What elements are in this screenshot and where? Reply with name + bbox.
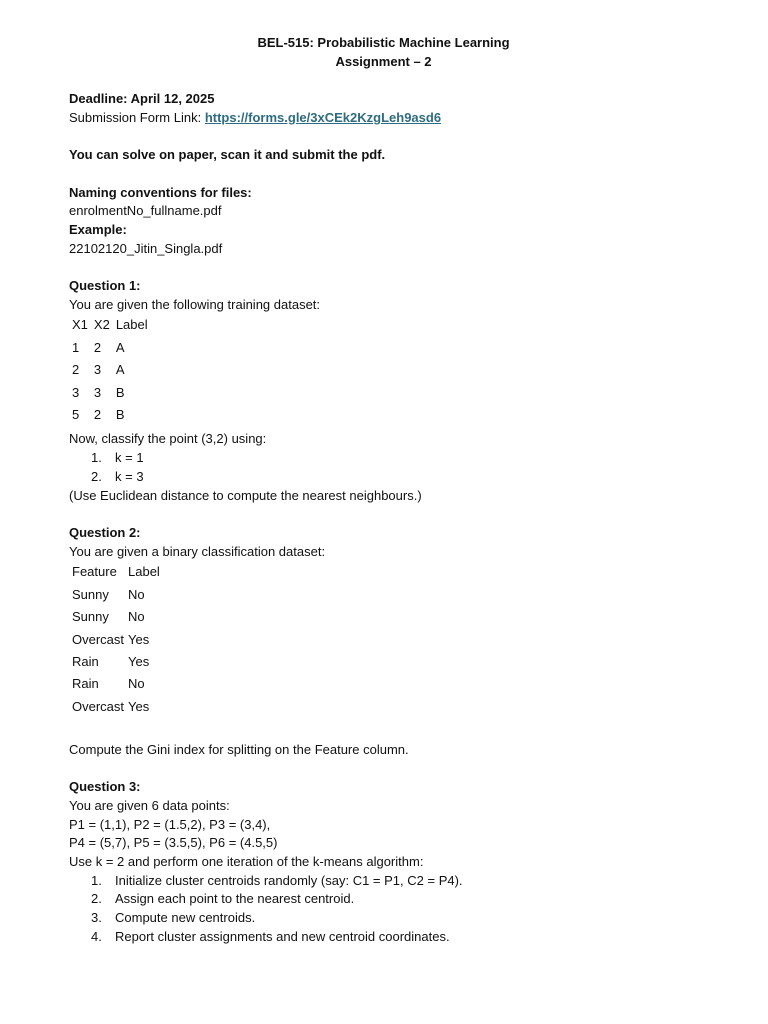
question-2-intro: You are given a binary classification dataset: xyxy=(69,543,326,559)
table-row xyxy=(69,608,163,630)
table-cell: Overcast xyxy=(72,698,125,714)
question-2-task: Compute the Gini index for splitting on the Feature column. xyxy=(69,741,409,757)
table-cell: 2 xyxy=(72,362,80,378)
list-number: 2. xyxy=(91,891,102,907)
example-heading: Example: xyxy=(69,221,127,237)
table-cell: 1 xyxy=(72,339,80,355)
document-page xyxy=(69,34,709,946)
table-cell: Yes xyxy=(128,631,150,647)
submission-line xyxy=(69,109,709,128)
table-cell: A xyxy=(115,339,125,355)
assignment-title: Assignment – 2 xyxy=(335,53,432,69)
paper-note: You can solve on paper, scan it and submit the pdf. xyxy=(69,147,386,163)
table-cell: Sunny xyxy=(72,586,109,602)
list-item xyxy=(69,928,709,947)
table-cell: Overcast xyxy=(72,631,125,647)
table-row xyxy=(69,406,151,428)
table-cell: B xyxy=(115,407,125,423)
question-1-task: Now, classify the point (3,2) using: xyxy=(69,431,267,447)
question-3-list xyxy=(69,872,709,947)
question-2-table xyxy=(69,563,163,720)
table-row xyxy=(69,631,163,653)
table-cell: No xyxy=(128,609,145,625)
question-3-task: Use k = 2 and perform one iteration of the k-means algorithm: xyxy=(69,853,424,869)
deadline: Deadline: April 12, 2025 xyxy=(69,91,215,107)
question-1-table xyxy=(69,316,151,428)
list-item xyxy=(69,890,709,909)
list-text: Report cluster assignments and new centroid coordinates. xyxy=(115,928,450,944)
submission-label: Submission Form Link: xyxy=(69,109,205,125)
question-2-heading: Question 2: xyxy=(69,524,141,540)
list-item xyxy=(69,872,709,891)
table-cell: No xyxy=(128,676,145,692)
table-cell: Rain xyxy=(72,676,99,692)
table-cell: Rain xyxy=(72,653,99,669)
list-number: 2. xyxy=(91,468,102,484)
naming-format: enrolmentNo_fullname.pdf xyxy=(69,203,222,219)
column-header: X1 xyxy=(72,317,88,333)
list-text: Compute new centroids. xyxy=(115,910,256,926)
list-number: 1. xyxy=(91,872,102,888)
naming-heading: Naming conventions for files: xyxy=(69,184,252,200)
list-text: Assign each point to the nearest centroid. xyxy=(115,891,355,907)
example-value: 22102120_Jitin_Singla.pdf xyxy=(69,240,223,256)
column-header: X2 xyxy=(93,317,110,333)
list-number: 4. xyxy=(91,928,102,944)
question-1-note: (Use Euclidean distance to compute the nearest neighbours.) xyxy=(69,487,422,503)
course-title: BEL-515: Probabilistic Machine Learning xyxy=(257,35,510,50)
table-cell: Yes xyxy=(128,653,150,669)
question-3-points-line-1: P1 = (1,1), P2 = (1.5,2), P3 = (3,4), xyxy=(69,816,271,832)
table-cell: 3 xyxy=(72,384,80,400)
table-cell: 5 xyxy=(72,407,80,423)
table-header-row xyxy=(69,316,151,338)
table-cell: 2 xyxy=(93,407,102,423)
table-cell: Yes xyxy=(128,698,150,714)
submission-form-link[interactable]: https://forms.gle/3xCEk2KzgLeh9asd6 xyxy=(204,109,442,125)
table-row xyxy=(69,361,151,383)
list-number: 3. xyxy=(91,910,102,926)
table-row xyxy=(69,653,163,675)
list-item xyxy=(69,909,709,928)
question-3-intro: You are given 6 data points: xyxy=(69,797,230,813)
table-row xyxy=(69,586,163,608)
column-header: Label xyxy=(128,564,160,580)
list-number: 1. xyxy=(91,450,102,466)
question-1-list xyxy=(69,449,709,486)
table-cell: A xyxy=(115,362,125,378)
column-header: Feature xyxy=(72,564,117,580)
question-1-heading: Question 1: xyxy=(69,278,141,294)
table-cell: Sunny xyxy=(72,609,109,625)
list-item xyxy=(69,449,709,468)
table-header-row xyxy=(69,563,163,585)
question-1-intro: You are given the following training dataset: xyxy=(69,296,321,312)
table-cell: 2 xyxy=(93,339,102,355)
list-item xyxy=(69,468,709,487)
list-text: Initialize cluster centroids randomly (say: C1 = P1, C2 = P4). xyxy=(115,872,463,888)
table-cell: 3 xyxy=(93,362,102,378)
question-3-heading: Question 3: xyxy=(69,779,141,795)
column-header: Label xyxy=(115,317,148,333)
table-cell: B xyxy=(115,384,125,400)
table-cell: 3 xyxy=(93,384,102,400)
table-row xyxy=(69,384,151,406)
list-text: k = 3 xyxy=(115,468,144,484)
table-row xyxy=(69,339,151,361)
table-row xyxy=(69,675,163,697)
table-row xyxy=(69,698,163,720)
table-cell: No xyxy=(128,586,145,602)
question-3-points-line-2: P4 = (5,7), P5 = (3.5,5), P6 = (4.5,5) xyxy=(69,835,278,851)
list-text: k = 1 xyxy=(115,450,144,466)
